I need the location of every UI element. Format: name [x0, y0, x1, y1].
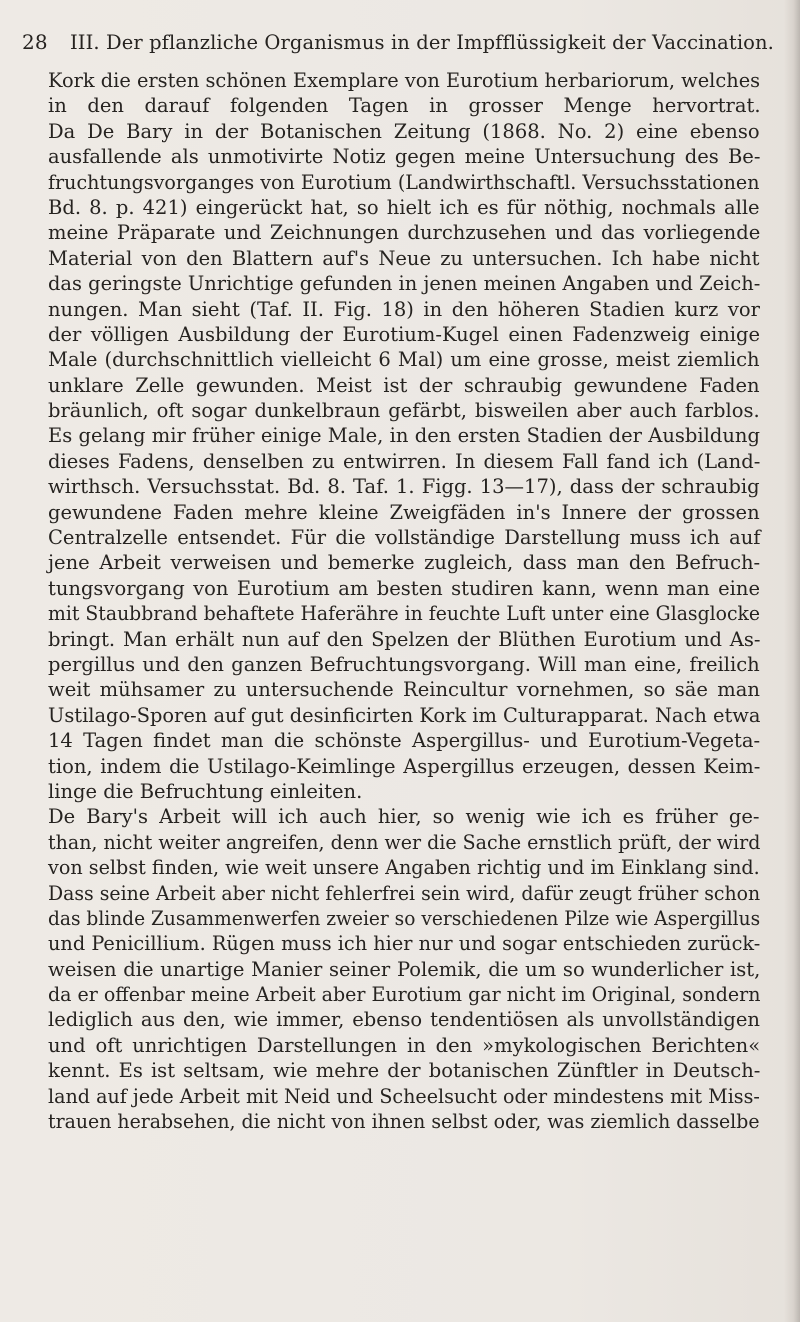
text-line: und Penicillium. Rügen muss ich hier nur und sogar entschieden zurück-	[48, 932, 761, 956]
text-line: fruchtungsvorganges von Eurotium (Landwirthschaftl. Versuchsstationen	[48, 170, 760, 194]
text-line: Male (durchschnittlich vielleicht 6 Mal) um eine grosse, meist ziemlich	[48, 348, 760, 372]
text-line: kennt. Es ist seltsam, wie mehre der botanischen Zünftler in Deutsch-	[48, 1059, 761, 1083]
page-edge-shadow	[784, 0, 800, 1322]
text-line: meine Präparate und Zeichnungen durchzusehen und das vorliegende	[48, 221, 761, 245]
text-line: von selbst finden, wie weit unsere Angaben richtig und im Einklang sind.	[48, 856, 760, 880]
text-line: da er offenbar meine Arbeit aber Eurotium gar nicht im Original, sondern	[48, 983, 761, 1007]
header-title: III. Der pflanzliche Organismus in der Impfflüssigkeit der Vaccination.	[70, 31, 774, 54]
text-line: in den darauf folgenden Tagen in grosser Menge hervortrat.	[48, 94, 761, 118]
text-line: weisen die unartige Manier seiner Polemik, die um so wunderlicher ist,	[48, 957, 761, 981]
text-line: Bd. 8. p. 421) eingerückt hat, so hielt ich es für nöthig, nochmals alle	[48, 195, 760, 219]
text-line: Da De Bary in der Botanischen Zeitung (1868. No. 2) eine ebenso	[48, 119, 760, 143]
text-line: 14 Tagen findet man die schönste Aspergillus- und Eurotium-Vegeta-	[48, 729, 761, 753]
text-line: than, nicht weiter angreifen, denn wer die Sache ernstlich prüft, der wird	[48, 830, 761, 854]
text-line: das geringste Unrichtige gefunden in jenen meinen Angaben und Zeich-	[48, 272, 761, 296]
text-line: pergillus und den ganzen Befruchtungsvorgang. Will man eine, freilich	[48, 652, 760, 676]
page-number: 28	[22, 30, 48, 54]
body-text	[48, 68, 762, 1134]
text-line: land auf jede Arbeit mit Neid und Scheelsucht oder mindestens mit Miss-	[48, 1084, 760, 1108]
text-line: dieses Fadens, denselben zu entwirren. In diesem Fall fand ich (Land-	[48, 449, 761, 473]
text-line: gewundene Faden mehre kleine Zweigfäden in's Innere der grossen	[48, 500, 760, 524]
text-line: unklare Zelle gewunden. Meist ist der schraubig gewundene Faden	[48, 373, 760, 397]
text-line: tion, indem die Ustilago-Keimlinge Aspergillus erzeugen, dessen Keim-	[48, 754, 761, 778]
text-line: Dass seine Arbeit aber nicht fehlerfrei sein wird, dafür zeugt früher schon	[48, 881, 761, 905]
text-line: jene Arbeit verweisen und bemerke zugleich, dass man den Befruch-	[48, 551, 761, 575]
text-line: der völligen Ausbildung der Eurotium-Kugel einen Fadenzweig einige	[48, 322, 761, 346]
text-line: weit mühsamer zu untersuchende Reincultur vornehmen, so säe man	[48, 678, 760, 702]
text-line: mit Staubbrand behaftete Haferähre in feuchte Luft unter eine Glasglocke	[48, 602, 761, 626]
text-line: ausfallende als unmotivirte Notiz gegen meine Untersuchung des Be-	[48, 145, 761, 169]
text-line: wirthsch. Versuchsstat. Bd. 8. Taf. 1. Figg. 13—17), dass der schraubig	[48, 475, 760, 499]
text-line: Es gelang mir früher einige Male, in den ersten Stadien der Ausbildung	[48, 424, 760, 448]
text-line: trauen herabsehen, die nicht von ihnen selbst oder, was ziemlich dasselbe	[48, 1110, 760, 1134]
text-line: Centralzelle entsendet. Für die vollständige Darstellung muss ich auf	[48, 526, 761, 550]
text-line: Ustilago-Sporen auf gut desinficirten Kork im Culturapparat. Nach etwa	[48, 703, 761, 727]
running-header	[22, 30, 774, 66]
text-line: bringt. Man erhält nun auf den Spelzen der Blüthen Eurotium und As-	[48, 627, 761, 651]
text-line: De Bary's Arbeit will ich auch hier, so wenig wie ich es früher ge-	[48, 805, 760, 829]
text-line: lediglich aus den, wie immer, ebenso tendentiösen als unvollständigen	[48, 1008, 760, 1032]
text-line: Kork die ersten schönen Exemplare von Eurotium herbariorum, welches	[48, 69, 761, 92]
text-line: bräunlich, oft sogar dunkelbraun gefärbt, bisweilen aber auch farblos.	[48, 399, 760, 423]
text-line: das blinde Zusammenwerfen zweier so verschiedenen Pilze wie Aspergillus	[48, 906, 761, 930]
text-line: Material von den Blattern auf's Neue zu untersuchen. Ich habe nicht	[48, 246, 760, 270]
text-line: nungen. Man sieht (Taf. II. Fig. 18) in den höheren Stadien kurz vor	[48, 297, 760, 321]
text-line: linge die Befruchtung einleiten.	[48, 779, 363, 803]
text-line: und oft unrichtigen Darstellungen in den »mykologischen Berichten«	[48, 1033, 761, 1057]
text-line: tungsvorgang von Eurotium am besten studiren kann, wenn man eine	[48, 576, 761, 600]
